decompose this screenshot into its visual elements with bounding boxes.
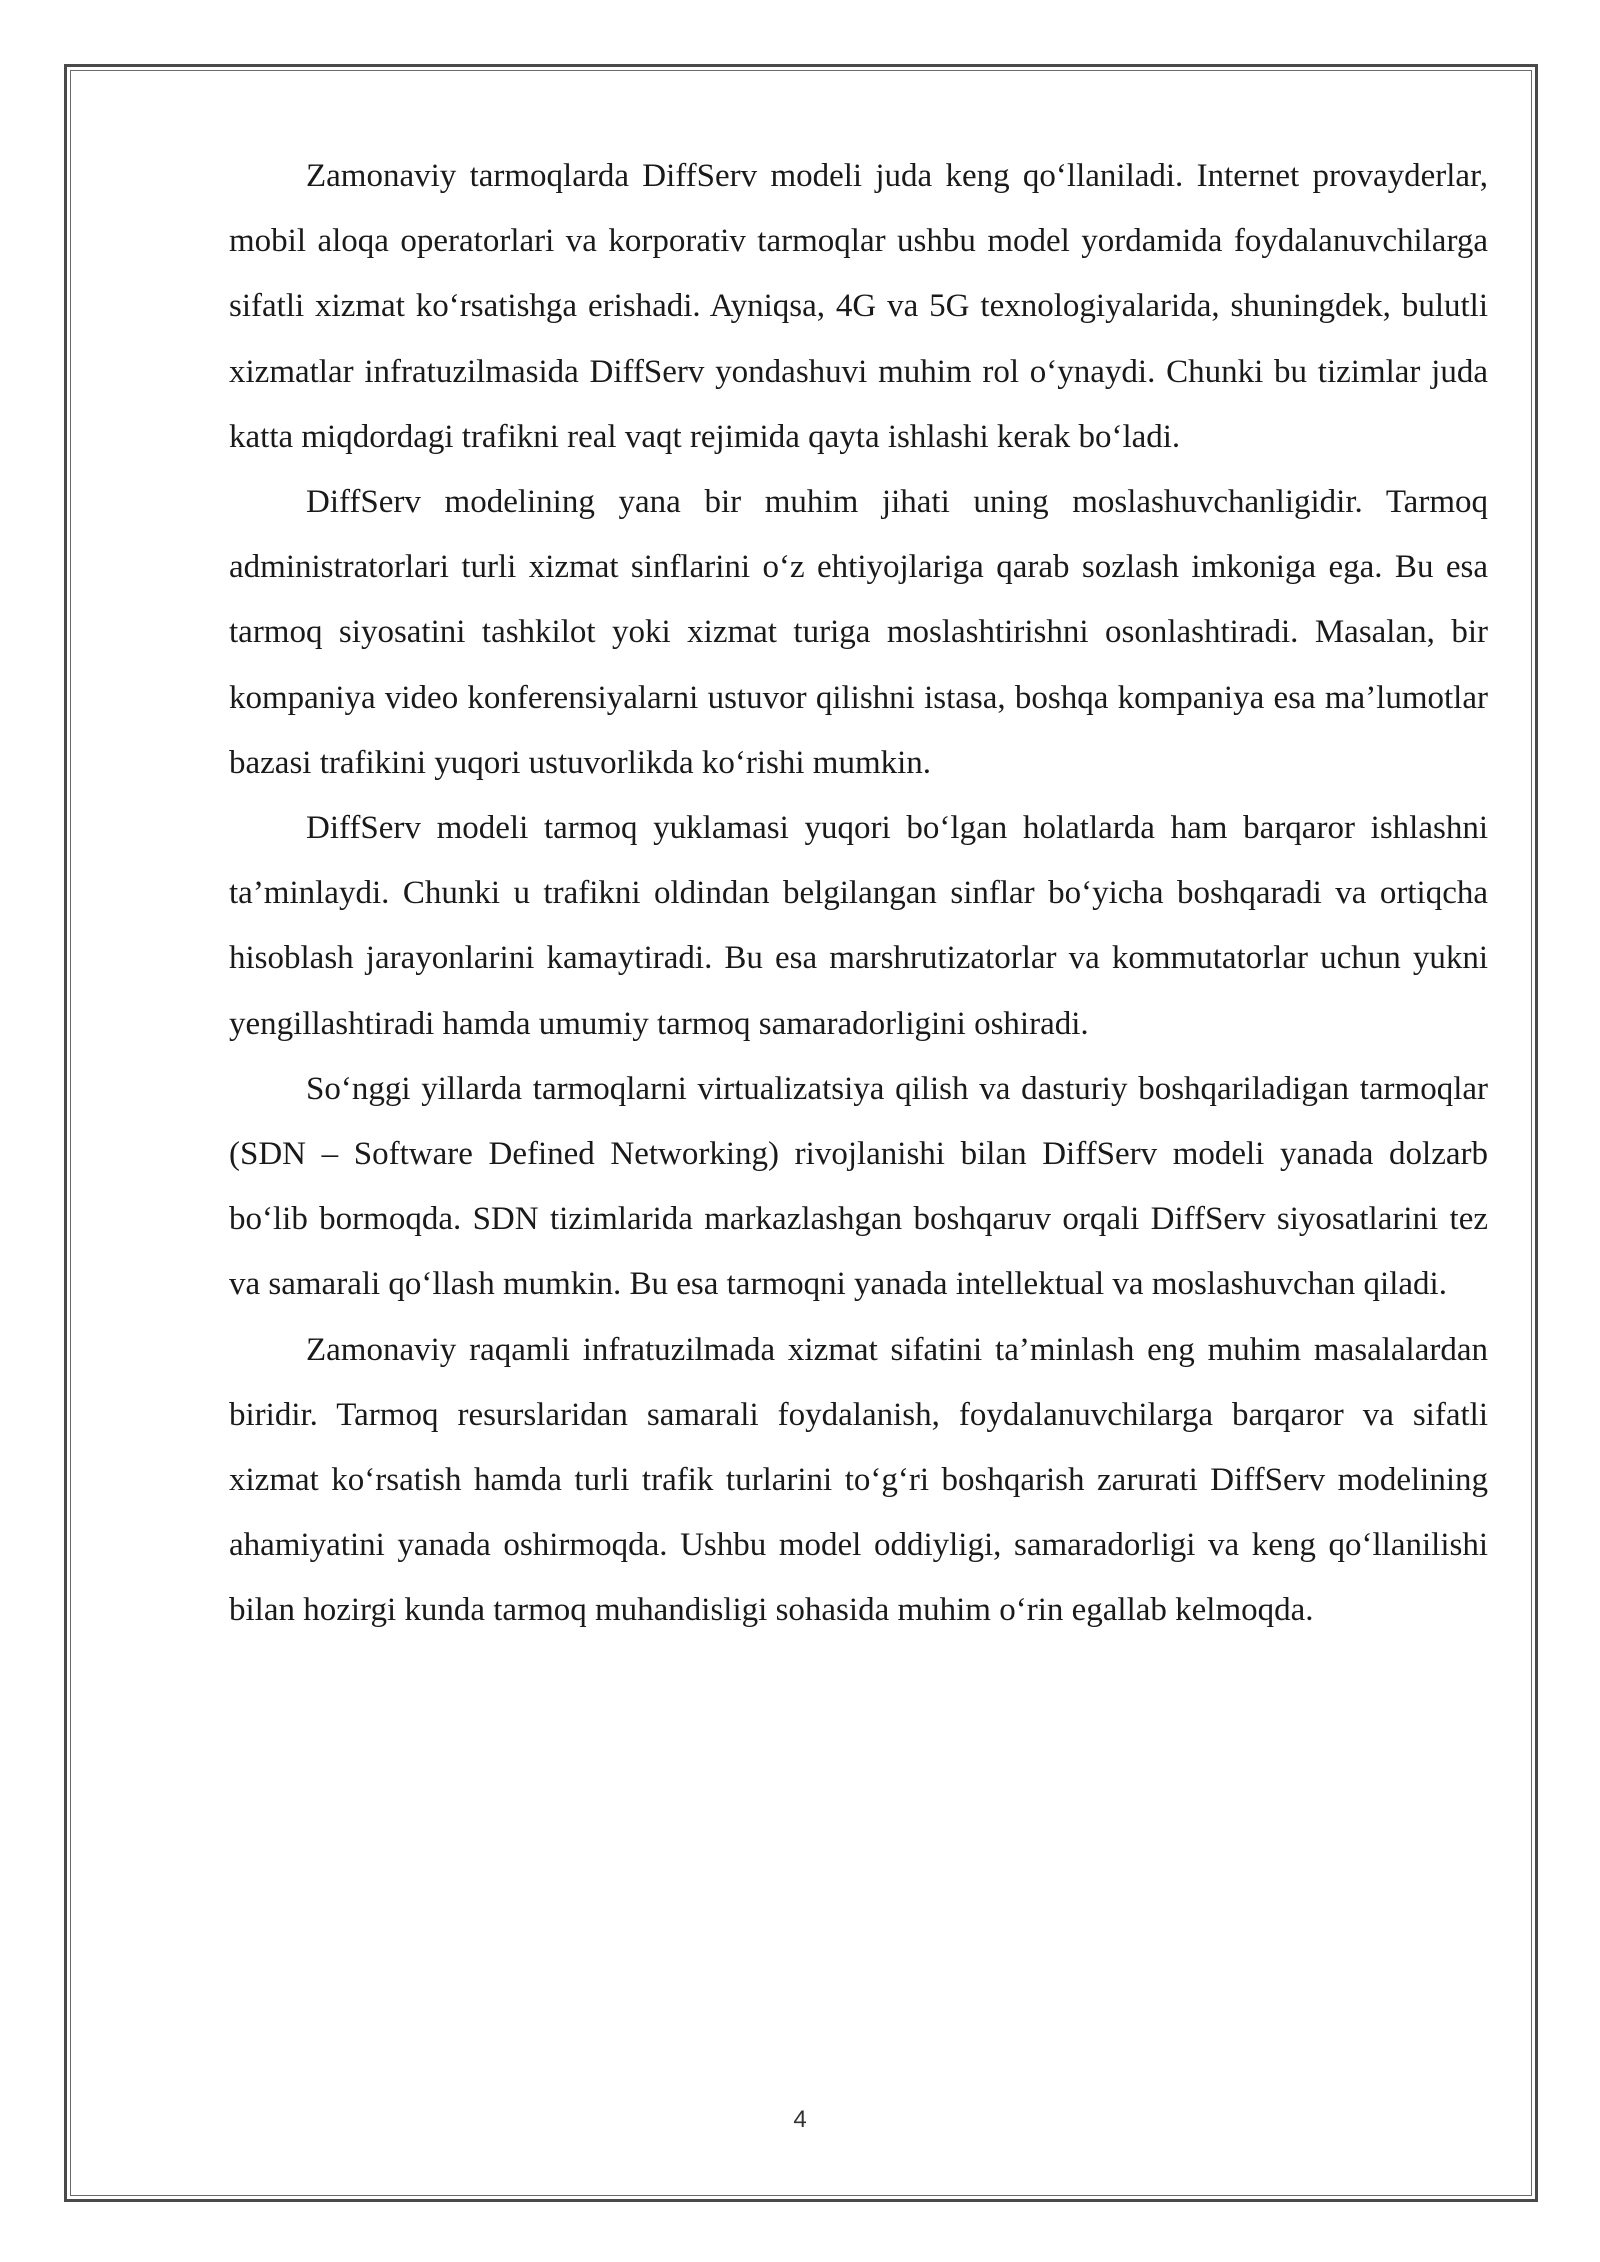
document-body <box>229 144 1488 1644</box>
paragraph-3: DiffServ modeli tarmoq yuklamasi yuqori bo‘lgan holatlarda ham barqaror ishlashni ta’minlaydi. Chunki u trafikni oldindan belgilangan sinflar bo‘yicha boshqaradi va ortiqcha hisoblash jarayonlarini kamaytiradi. Bu esa marshrutizatorlar va kommutatorlar uchun yukni yengillashtiradi hamda umumiy tarmoq samaradorligini oshiradi. <box>229 810 1488 1042</box>
paragraph-4: So‘nggi yillarda tarmoqlarni virtualizatsiya qilish va dasturiy boshqariladigan tarmoqlar (SDN – Software Defined Networking) rivojlanishi bilan DiffServ modeli yanada dolzarb bo‘lib bormoqda. SDN tizimlarida markazlashgan boshqaruv orqali DiffServ siyosatlarini tez va samarali qo‘llash mumkin. Bu esa tarmoqni yanada intellektual va moslashuvchan qiladi. <box>229 1070 1488 1303</box>
paragraph-2: DiffServ modelining yana bir muhim jihati uning moslashuvchanligidir. Tarmoq administratorlari turli xizmat sinflarini o‘z ehtiyojlariga qarab sozlash imkoniga ega. Bu esa tarmoq siyosatini tashkilot yoki xizmat turiga moslashtirishni osonlashtiradi. Masalan, bir kompaniya video konferensiyalarni ustuvor qilishni istasa, boshqa kompaniya esa ma’lumotlar bazasi trafikini yuqori ustuvorlikda ko‘rishi mumkin. <box>229 484 1488 781</box>
paragraph-5: Zamonaviy raqamli infratuzilmada xizmat sifatini ta’minlash eng muhim masalalardan biridir. Tarmoq resurslaridan samarali foydalanish, foydalanuvchilarga barqaror va sifatli xizmat ko‘rsatish hamda turli trafik turlarini to‘g‘ri boshqarish zarurati DiffServ modelining ahamiyatini yanada oshirmoqda. Ushbu model oddiyligi, samaradorligi va keng qo‘llanilishi bilan hozirgi kunda tarmoq muhandisligi sohasida muhim o‘rin egallab kelmoqda. <box>229 1331 1488 1629</box>
paragraph-1: Zamonaviy tarmoqlarda DiffServ modeli juda keng qo‘llaniladi. Internet provayderlar, mobil aloqa operatorlari va korporativ tarmoqlar ushbu model yordamida foydalanuvchilarga sifatli xizmat ko‘rsatishga erishadi. Ayniqsa, 4G va 5G texnologiyalarida, shuningdek, bulutli xizmatlar infratuzilmasida DiffServ yondashuvi muhim rol o‘ynaydi. Chunki bu tizimlar juda katta miqdordagi trafikni real vaqt rejimida qayta ishlashi kerak bo‘ladi. <box>229 158 1488 455</box>
page-number: 4 <box>793 2106 807 2133</box>
